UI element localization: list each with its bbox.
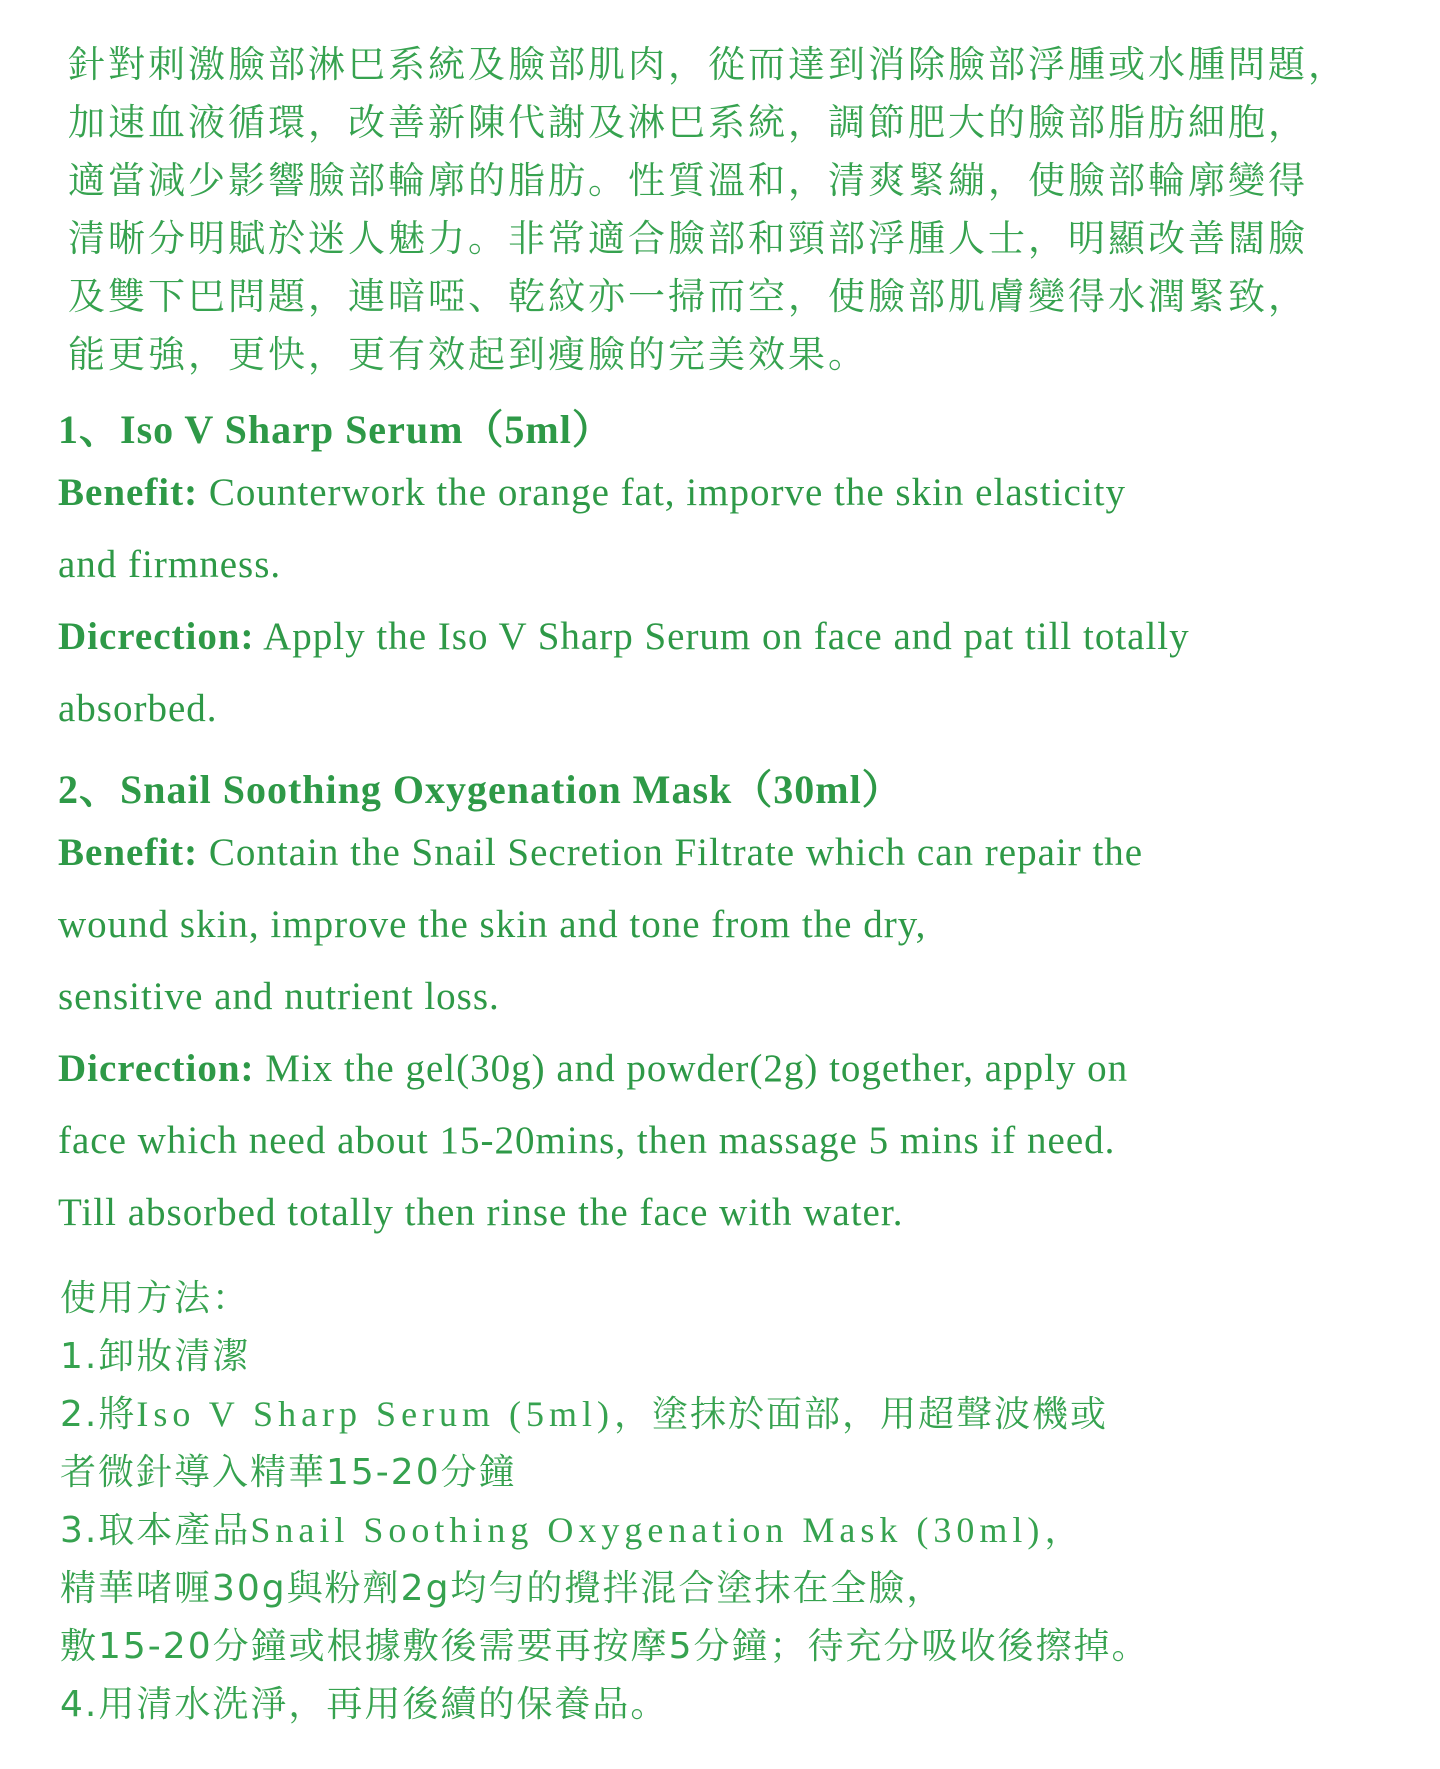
product-1-heading: 1、Iso V Sharp Serum（5ml） bbox=[58, 407, 613, 452]
product-2-benefit-line bbox=[58, 830, 1143, 875]
usage-step-2-line-2: 者微針導入精華15-20分鐘 bbox=[60, 1452, 517, 1493]
product-2-heading: 2、Snail Soothing Oxygenation Mask（30ml） bbox=[58, 767, 903, 812]
intro-line: 針對刺激臉部淋巴系統及臉部肌肉，從而達到消除臉部浮腫或水腫問題， bbox=[68, 43, 1348, 86]
usage-step-3-line-3: 敷15-20分鐘或根據敷後需要再按摩5分鐘；待充分吸收後擦掉。 bbox=[60, 1626, 1150, 1667]
usage-step-2-line-1 bbox=[60, 1386, 1108, 1437]
product-1-direction-line: absorbed. bbox=[58, 687, 218, 730]
usage-step-4: 4.用清水洗淨，再用後續的保養品。 bbox=[60, 1684, 669, 1725]
step-text: 2.將 bbox=[60, 1394, 137, 1435]
product-2-benefit-line: sensitive and nutrient loss. bbox=[58, 975, 500, 1018]
direction-text: Apply the Iso V Sharp Serum on face and pat till totally bbox=[254, 615, 1190, 658]
benefit-label: Benefit: bbox=[58, 471, 199, 514]
intro-line: 清晰分明賦於迷人魅力。非常適合臉部和頸部浮腫人士，明顯改善闊臉 bbox=[68, 217, 1308, 260]
product-1-direction-line bbox=[58, 614, 1190, 659]
product-name-en: Iso V Sharp Serum (5ml) bbox=[136, 1394, 615, 1434]
intro-line: 能更強，更快，更有效起到瘦臉的完美效果。 bbox=[68, 333, 868, 376]
step-text: 3.取本產品 bbox=[60, 1510, 251, 1551]
product-2-direction-line: face which need about 15-20mins, then massage 5 mins if need. bbox=[58, 1119, 1116, 1162]
direction-label: Dicrection: bbox=[58, 1047, 255, 1090]
benefit-label: Benefit: bbox=[58, 831, 199, 874]
benefit-text: Counterwork the orange fat, imporve the skin elasticity bbox=[198, 471, 1126, 514]
usage-step-1: 1.卸妝清潔 bbox=[60, 1336, 251, 1377]
benefit-text: Contain the Snail Secretion Filtrate which can repair the bbox=[198, 831, 1144, 874]
direction-text: Mix the gel(30g) and powder(2g) together, apply on bbox=[254, 1047, 1129, 1090]
intro-line: 及雙下巴問題，連暗啞、乾紋亦一掃而空，使臉部肌膚變得水潤緊致， bbox=[68, 275, 1308, 318]
product-2-direction-line bbox=[58, 1046, 1128, 1091]
step-text: ， bbox=[1044, 1510, 1083, 1551]
intro-line: 加速血液循環，改善新陳代謝及淋巴系統，調節肥大的臉部脂肪細胞， bbox=[68, 101, 1308, 144]
product-1-benefit-line: and firmness. bbox=[58, 543, 282, 586]
product-2-benefit-line: wound skin, improve the skin and tone from the dry, bbox=[58, 903, 927, 946]
intro-paragraph-zh bbox=[68, 36, 1408, 384]
product-name-en: Snail Soothing Oxygenation Mask (30ml) bbox=[250, 1510, 1045, 1550]
usage-step-3-line-2: 精華啫喱30g與粉劑2g均勻的攪拌混合塗抹在全臉， bbox=[60, 1568, 945, 1609]
usage-title: 使用方法： bbox=[60, 1278, 251, 1319]
step-text: ，塗抹於面部，用超聲波機或 bbox=[614, 1394, 1109, 1435]
direction-label: Dicrection: bbox=[58, 615, 255, 658]
product-1-benefit-line bbox=[58, 470, 1126, 515]
usage-step-3-line-1 bbox=[60, 1502, 1082, 1553]
intro-line: 適當減少影響臉部輪廓的脂肪。性質溫和，清爽緊繃，使臉部輪廓變得 bbox=[68, 159, 1308, 202]
product-2-direction-line: Till absorbed totally then rinse the face with water. bbox=[58, 1191, 904, 1234]
